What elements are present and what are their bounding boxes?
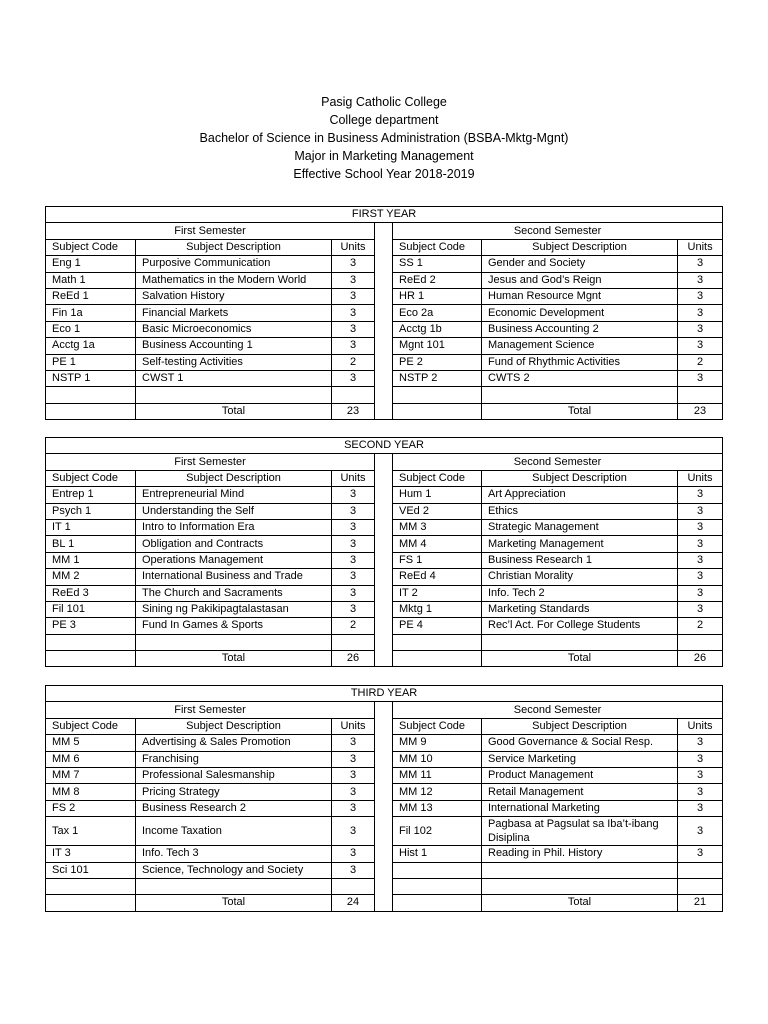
subject-units: 3 bbox=[678, 519, 723, 535]
subject-description: Info. Tech 3 bbox=[136, 846, 332, 862]
col-header-units: Units bbox=[332, 239, 375, 255]
subject-description: Business Research 2 bbox=[136, 800, 332, 816]
subject-description: Income Taxation bbox=[136, 817, 332, 846]
subject-description: Art Appreciation bbox=[482, 487, 678, 503]
total-spacer bbox=[46, 895, 136, 911]
subject-units: 3 bbox=[332, 735, 375, 751]
subject-description: International Marketing bbox=[482, 800, 678, 816]
subject-units: 3 bbox=[332, 503, 375, 519]
total-label: Total bbox=[136, 403, 332, 419]
subject-units: 3 bbox=[332, 767, 375, 783]
subject-units bbox=[678, 878, 723, 894]
subject-description: Advertising & Sales Promotion bbox=[136, 735, 332, 751]
col-header-units: Units bbox=[332, 718, 375, 734]
total-spacer bbox=[46, 403, 136, 419]
subject-code: Mktg 1 bbox=[393, 601, 482, 617]
total-label: Total bbox=[136, 895, 332, 911]
subject-units: 3 bbox=[678, 800, 723, 816]
subject-code: Acctg 1a bbox=[46, 338, 136, 354]
total-units-second-semester: 26 bbox=[678, 651, 723, 667]
total-label: Total bbox=[482, 403, 678, 419]
subject-code: Entrep 1 bbox=[46, 487, 136, 503]
second-semester-heading: Second Semester bbox=[393, 223, 723, 239]
subject-code: Fil 102 bbox=[393, 817, 482, 846]
subject-units: 3 bbox=[678, 767, 723, 783]
subject-code: NSTP 2 bbox=[393, 370, 482, 386]
subject-code: MM 4 bbox=[393, 536, 482, 552]
total-label: Total bbox=[482, 651, 678, 667]
subject-units: 3 bbox=[332, 536, 375, 552]
subject-units: 3 bbox=[332, 338, 375, 354]
subject-code: IT 1 bbox=[46, 519, 136, 535]
subject-units: 3 bbox=[678, 338, 723, 354]
subject-units: 3 bbox=[332, 519, 375, 535]
col-header-description: Subject Description bbox=[136, 718, 332, 734]
total-units-second-semester: 23 bbox=[678, 403, 723, 419]
subject-code: PE 1 bbox=[46, 354, 136, 370]
subject-units: 3 bbox=[332, 784, 375, 800]
subject-units: 3 bbox=[332, 256, 375, 272]
subject-description: Product Management bbox=[482, 767, 678, 783]
subject-code: BL 1 bbox=[46, 536, 136, 552]
subject-units: 3 bbox=[332, 601, 375, 617]
subject-units: 3 bbox=[678, 288, 723, 304]
col-header-code: Subject Code bbox=[46, 470, 136, 486]
subject-code: FS 2 bbox=[46, 800, 136, 816]
year-title: SECOND YEAR bbox=[46, 438, 723, 454]
subject-description: Salvation History bbox=[136, 288, 332, 304]
subject-description: CWST 1 bbox=[136, 370, 332, 386]
subject-description bbox=[136, 878, 332, 894]
subject-description: The Church and Sacraments bbox=[136, 585, 332, 601]
subject-units: 3 bbox=[678, 569, 723, 585]
total-units-first-semester: 24 bbox=[332, 895, 375, 911]
subject-units: 2 bbox=[678, 618, 723, 634]
subject-code: Hum 1 bbox=[393, 487, 482, 503]
major-name: Major in Marketing Management bbox=[294, 149, 474, 163]
subject-code: IT 2 bbox=[393, 585, 482, 601]
total-spacer bbox=[393, 651, 482, 667]
subject-description: Economic Development bbox=[482, 305, 678, 321]
subject-description: Financial Markets bbox=[136, 305, 332, 321]
first-semester-heading: First Semester bbox=[46, 454, 375, 470]
document-header bbox=[0, 93, 768, 183]
subject-units: 3 bbox=[332, 370, 375, 386]
total-units-second-semester: 21 bbox=[678, 895, 723, 911]
subject-description: Rec’l Act. For College Students bbox=[482, 618, 678, 634]
subject-code bbox=[46, 634, 136, 650]
subject-description: Professional Salesmanship bbox=[136, 767, 332, 783]
subject-code: PE 4 bbox=[393, 618, 482, 634]
col-header-description: Subject Description bbox=[136, 239, 332, 255]
subject-units: 3 bbox=[678, 846, 723, 862]
subject-code: Tax 1 bbox=[46, 817, 136, 846]
subject-units: 3 bbox=[678, 256, 723, 272]
subject-units: 3 bbox=[678, 735, 723, 751]
subject-units bbox=[332, 878, 375, 894]
subject-description: Self-testing Activities bbox=[136, 354, 332, 370]
subject-description: Fund of Rhythmic Activities bbox=[482, 354, 678, 370]
subject-units: 3 bbox=[678, 751, 723, 767]
subject-description: Pagbasa at Pagsulat sa Iba’t-ibang Disiplina bbox=[482, 817, 678, 846]
column-gap bbox=[375, 223, 393, 420]
first-semester-heading: First Semester bbox=[46, 702, 375, 718]
subject-units: 3 bbox=[332, 569, 375, 585]
subject-description: Entrepreneurial Mind bbox=[136, 487, 332, 503]
subject-code: Mgnt 101 bbox=[393, 338, 482, 354]
subject-units bbox=[678, 387, 723, 403]
col-header-units: Units bbox=[678, 718, 723, 734]
subject-description: Obligation and Contracts bbox=[136, 536, 332, 552]
school-year: Effective School Year 2018-2019 bbox=[293, 167, 475, 181]
subject-code: MM 6 bbox=[46, 751, 136, 767]
subject-code: Math 1 bbox=[46, 272, 136, 288]
subject-description: Intro to Information Era bbox=[136, 519, 332, 535]
subject-units: 3 bbox=[678, 601, 723, 617]
subject-code: MM 10 bbox=[393, 751, 482, 767]
subject-units: 3 bbox=[678, 552, 723, 568]
department-name: College department bbox=[329, 113, 439, 127]
subject-code: Eco 1 bbox=[46, 321, 136, 337]
program-name: Bachelor of Science in Business Administration (BSBA-Mktg-Mgnt) bbox=[199, 131, 569, 145]
col-header-units: Units bbox=[678, 239, 723, 255]
year-title: THIRD YEAR bbox=[46, 686, 723, 702]
total-label: Total bbox=[482, 895, 678, 911]
subject-code: Acctg 1b bbox=[393, 321, 482, 337]
subject-description: Christian Morality bbox=[482, 569, 678, 585]
subject-description: Marketing Standards bbox=[482, 601, 678, 617]
subject-units: 3 bbox=[332, 862, 375, 878]
subject-description: Ethics bbox=[482, 503, 678, 519]
subject-description: Business Research 1 bbox=[482, 552, 678, 568]
subject-units: 2 bbox=[332, 618, 375, 634]
subject-code: MM 7 bbox=[46, 767, 136, 783]
subject-code: MM 3 bbox=[393, 519, 482, 535]
subject-description: Fund In Games & Sports bbox=[136, 618, 332, 634]
subject-units bbox=[678, 634, 723, 650]
subject-units: 3 bbox=[678, 585, 723, 601]
col-header-code: Subject Code bbox=[46, 239, 136, 255]
subject-code: PE 3 bbox=[46, 618, 136, 634]
subject-units: 3 bbox=[332, 846, 375, 862]
total-spacer bbox=[46, 651, 136, 667]
subject-description bbox=[136, 387, 332, 403]
subject-description: CWTS 2 bbox=[482, 370, 678, 386]
subject-units: 3 bbox=[332, 817, 375, 846]
subject-code: MM 8 bbox=[46, 784, 136, 800]
subject-units: 3 bbox=[332, 272, 375, 288]
subject-code: ReEd 3 bbox=[46, 585, 136, 601]
subject-description: Operations Management bbox=[136, 552, 332, 568]
subject-description: Reading in Phil. History bbox=[482, 846, 678, 862]
subject-description: Info. Tech 2 bbox=[482, 585, 678, 601]
subject-code: MM 12 bbox=[393, 784, 482, 800]
subject-code: Eco 2a bbox=[393, 305, 482, 321]
third-year-table bbox=[45, 685, 723, 912]
subject-code: MM 11 bbox=[393, 767, 482, 783]
second-semester-heading: Second Semester bbox=[393, 702, 723, 718]
subject-description: Business Accounting 2 bbox=[482, 321, 678, 337]
subject-code bbox=[46, 878, 136, 894]
subject-units: 3 bbox=[678, 784, 723, 800]
subject-code: ReEd 4 bbox=[393, 569, 482, 585]
total-units-first-semester: 23 bbox=[332, 403, 375, 419]
column-gap bbox=[375, 702, 393, 911]
subject-code: SS 1 bbox=[393, 256, 482, 272]
subject-units: 2 bbox=[678, 354, 723, 370]
year-title: FIRST YEAR bbox=[46, 207, 723, 223]
total-spacer bbox=[393, 403, 482, 419]
school-name: Pasig Catholic College bbox=[321, 95, 447, 109]
subject-code bbox=[393, 862, 482, 878]
subject-description: Marketing Management bbox=[482, 536, 678, 552]
subject-units: 3 bbox=[678, 272, 723, 288]
first-year-table bbox=[45, 206, 723, 420]
total-label: Total bbox=[136, 651, 332, 667]
subject-description bbox=[482, 878, 678, 894]
subject-description: Retail Management bbox=[482, 784, 678, 800]
subject-units: 3 bbox=[678, 370, 723, 386]
subject-code bbox=[46, 387, 136, 403]
col-header-description: Subject Description bbox=[482, 239, 678, 255]
subject-code: ReEd 1 bbox=[46, 288, 136, 304]
subject-units: 3 bbox=[332, 585, 375, 601]
subject-code: FS 1 bbox=[393, 552, 482, 568]
subject-units: 3 bbox=[332, 751, 375, 767]
subject-description: Human Resource Mgnt bbox=[482, 288, 678, 304]
subject-description: Purposive Communication bbox=[136, 256, 332, 272]
subject-units: 3 bbox=[332, 288, 375, 304]
total-spacer bbox=[393, 895, 482, 911]
subject-units: 3 bbox=[678, 817, 723, 846]
subject-units: 3 bbox=[332, 305, 375, 321]
subject-units: 3 bbox=[332, 321, 375, 337]
subject-code: Fin 1a bbox=[46, 305, 136, 321]
subject-code: ReEd 2 bbox=[393, 272, 482, 288]
subject-description: Basic Microeconomics bbox=[136, 321, 332, 337]
subject-units: 3 bbox=[678, 503, 723, 519]
col-header-units: Units bbox=[332, 470, 375, 486]
subject-code: NSTP 1 bbox=[46, 370, 136, 386]
subject-description: Science, Technology and Society bbox=[136, 862, 332, 878]
total-units-first-semester: 26 bbox=[332, 651, 375, 667]
subject-code: MM 13 bbox=[393, 800, 482, 816]
subject-description: Strategic Management bbox=[482, 519, 678, 535]
subject-units: 3 bbox=[678, 487, 723, 503]
subject-code: Eng 1 bbox=[46, 256, 136, 272]
subject-description: Gender and Society bbox=[482, 256, 678, 272]
col-header-units: Units bbox=[678, 470, 723, 486]
subject-units: 3 bbox=[678, 305, 723, 321]
col-header-code: Subject Code bbox=[393, 239, 482, 255]
subject-code: Sci 101 bbox=[46, 862, 136, 878]
col-header-description: Subject Description bbox=[136, 470, 332, 486]
subject-code bbox=[393, 387, 482, 403]
subject-code: PE 2 bbox=[393, 354, 482, 370]
subject-code: MM 9 bbox=[393, 735, 482, 751]
subject-description: Franchising bbox=[136, 751, 332, 767]
col-header-code: Subject Code bbox=[393, 470, 482, 486]
subject-description bbox=[482, 862, 678, 878]
col-header-code: Subject Code bbox=[46, 718, 136, 734]
subject-code: MM 5 bbox=[46, 735, 136, 751]
subject-units bbox=[332, 634, 375, 650]
subject-units: 2 bbox=[332, 354, 375, 370]
subject-description: Mathematics in the Modern World bbox=[136, 272, 332, 288]
subject-units: 3 bbox=[332, 552, 375, 568]
subject-description bbox=[482, 634, 678, 650]
subject-code: HR 1 bbox=[393, 288, 482, 304]
second-year-table bbox=[45, 437, 723, 667]
subject-description: Service Marketing bbox=[482, 751, 678, 767]
subject-units bbox=[332, 387, 375, 403]
first-semester-heading: First Semester bbox=[46, 223, 375, 239]
subject-code bbox=[393, 634, 482, 650]
subject-code: VEd 2 bbox=[393, 503, 482, 519]
subject-code: Hist 1 bbox=[393, 846, 482, 862]
subject-units: 3 bbox=[678, 321, 723, 337]
subject-description: International Business and Trade bbox=[136, 569, 332, 585]
subject-description: Good Governance & Social Resp. bbox=[482, 735, 678, 751]
subject-description: Business Accounting 1 bbox=[136, 338, 332, 354]
subject-description: Jesus and God’s Reign bbox=[482, 272, 678, 288]
column-gap bbox=[375, 454, 393, 667]
subject-description: Pricing Strategy bbox=[136, 784, 332, 800]
subject-description: Understanding the Self bbox=[136, 503, 332, 519]
subject-code bbox=[393, 878, 482, 894]
subject-units: 3 bbox=[332, 800, 375, 816]
subject-code: IT 3 bbox=[46, 846, 136, 862]
subject-code: MM 1 bbox=[46, 552, 136, 568]
subject-units bbox=[678, 862, 723, 878]
subject-code: Fil 101 bbox=[46, 601, 136, 617]
col-header-description: Subject Description bbox=[482, 718, 678, 734]
subject-code: MM 2 bbox=[46, 569, 136, 585]
subject-units: 3 bbox=[332, 487, 375, 503]
subject-description: Management Science bbox=[482, 338, 678, 354]
subject-description bbox=[482, 387, 678, 403]
col-header-description: Subject Description bbox=[482, 470, 678, 486]
subject-description bbox=[136, 634, 332, 650]
subject-description: Sining ng Pakikipagtalastasan bbox=[136, 601, 332, 617]
subject-units: 3 bbox=[678, 536, 723, 552]
col-header-code: Subject Code bbox=[393, 718, 482, 734]
second-semester-heading: Second Semester bbox=[393, 454, 723, 470]
subject-code: Psych 1 bbox=[46, 503, 136, 519]
